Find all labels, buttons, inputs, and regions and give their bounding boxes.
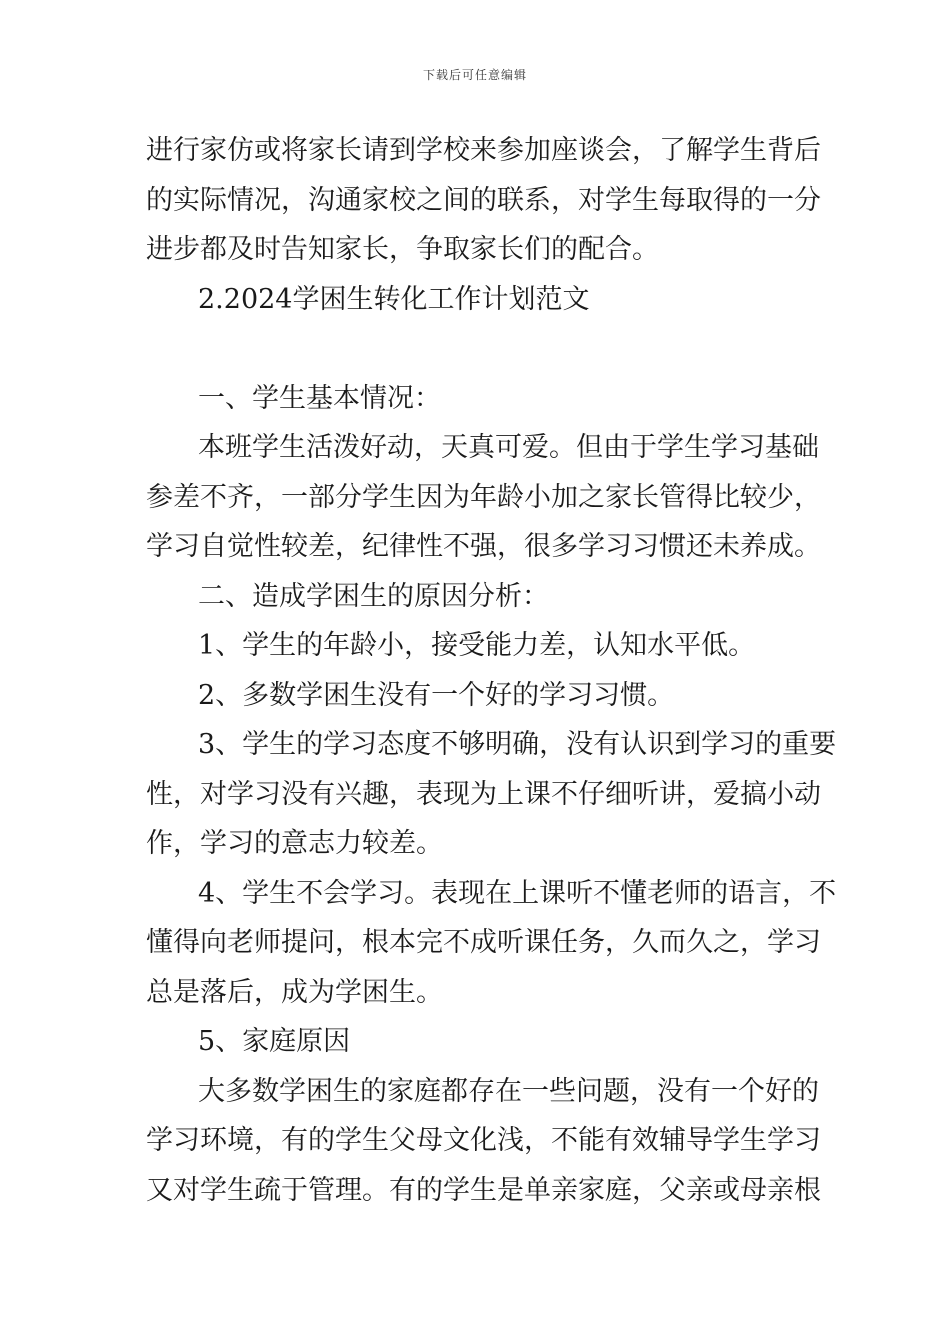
text-line: 总是落后，成为学困生。 [146, 976, 443, 1008]
text-line: 又对学生疏于管理。有的学生是单亲家庭，父亲或母亲根 [146, 1174, 821, 1206]
text-line: 性，对学习没有兴趣，表现为上课不仔细听讲，爱搞小动 [146, 778, 821, 810]
text-line: 一、学生基本情况： [198, 382, 441, 414]
text-line: 2.2024学困生转化工作计划范文 [198, 283, 590, 315]
document-body [146, 126, 837, 1215]
text-line: 2、多数学困生没有一个好的学习习惯。 [198, 679, 675, 711]
text-line: 学习自觉性较差，纪律性不强，很多学习习惯还未养成。 [146, 531, 821, 562]
text-line: 二、造成学困生的原因分析： [198, 580, 549, 612]
text-line: 本班学生活泼好动，天真可爱。但由于学生学习基础 [198, 432, 819, 463]
text-line: 3、学生的学习态度不够明确，没有认识到学习的重要 [198, 729, 837, 760]
text-line: 5、家庭原因 [198, 1026, 351, 1057]
text-line: 大多数学困生的家庭都存在一些问题，没有一个好的 [198, 1075, 819, 1107]
page-header: 下载后可任意编辑 [422, 68, 527, 82]
text-line: 参差不齐，一部分学生因为年龄小加之家长管得比较少， [146, 481, 821, 513]
text-line: 学习环境，有的学生父母文化浅，不能有效辅导学生学习 [146, 1125, 821, 1156]
text-line: 进步都及时告知家长，争取家长们的配合。 [146, 234, 659, 265]
text-line: 1、学生的年龄小，接受能力差，认知水平低。 [198, 630, 756, 661]
blank-line [146, 324, 811, 374]
text-line: 进行家仿或将家长请到学校来参加座谈会，了解学生背后 [146, 135, 821, 166]
text-line: 4、学生不会学习。表现在上课听不懂老师的语言，不 [198, 877, 837, 909]
text-line: 的实际情况，沟通家校之间的联系，对学生每取得的一分 [146, 184, 821, 216]
text-line: 作，学习的意志力较差。 [146, 828, 443, 859]
text-line: 懂得向老师提问，根本完不成听课任务，久而久之，学习 [146, 927, 821, 958]
